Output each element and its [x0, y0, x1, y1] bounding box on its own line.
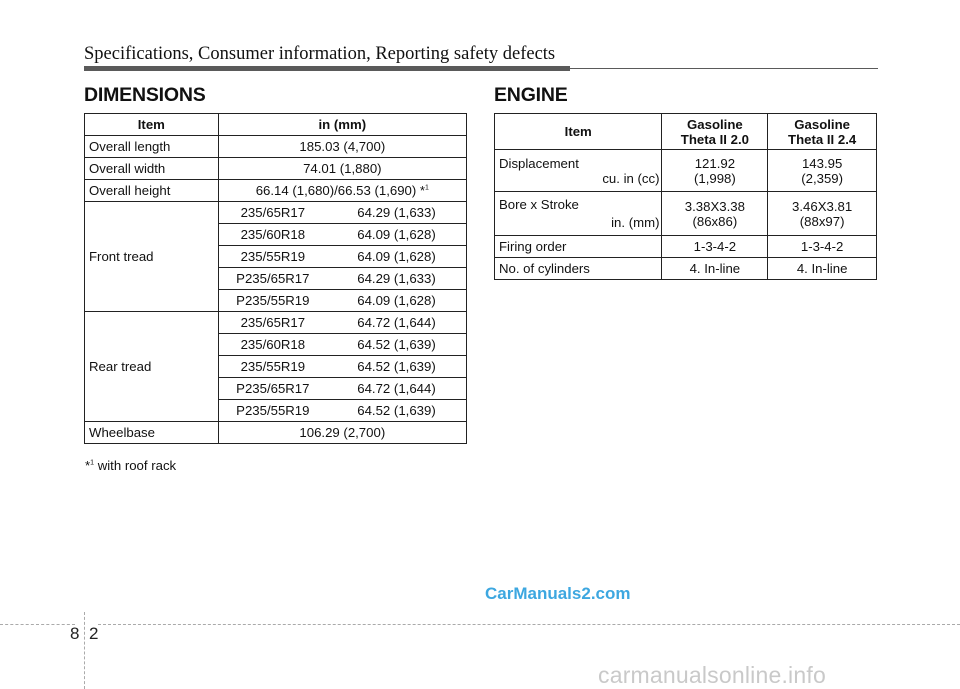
footnote-asterisk: * — [85, 458, 91, 473]
tire-size: 235/65R17 — [218, 312, 327, 334]
tread-value: 64.52 (1,639) — [327, 400, 467, 422]
row-value: 1-3-4-2 — [662, 236, 768, 258]
tread-value: 64.52 (1,639) — [327, 356, 467, 378]
tire-size: 235/65R17 — [218, 202, 327, 224]
page-number-left: 8 — [70, 624, 80, 643]
row-value — [662, 192, 768, 236]
tire-size: P235/55R19 — [218, 290, 327, 312]
header-bar — [84, 66, 570, 71]
row-label: Firing order — [495, 236, 662, 258]
row-label: No. of cylinders — [495, 258, 662, 280]
height-value: 66.14 (1,680)/66.53 (1,690) * — [255, 183, 426, 198]
col-header-unit: in (mm) — [218, 114, 466, 136]
header-rule — [570, 68, 878, 69]
tire-size: P235/55R19 — [218, 400, 327, 422]
tread-value: 64.29 (1,633) — [327, 202, 467, 224]
tread-value: 64.09 (1,628) — [327, 290, 467, 312]
row-value — [768, 192, 877, 236]
tire-size: 235/60R18 — [218, 334, 327, 356]
col-header-item: Item — [85, 114, 219, 136]
table-row — [85, 202, 467, 224]
table-row — [85, 180, 467, 202]
engine-table — [494, 113, 877, 280]
row-unit: in. (mm) — [611, 215, 660, 230]
row-label: Rear tread — [85, 312, 219, 422]
engine-title: ENGINE — [494, 84, 568, 106]
value-line: (86x86) — [692, 213, 738, 229]
table-row — [85, 422, 467, 444]
table-row — [85, 312, 467, 334]
footer-divider — [84, 612, 85, 689]
row-value: 4. In-line — [662, 258, 768, 280]
row-value: 1-3-4-2 — [768, 236, 877, 258]
table-row — [85, 136, 467, 158]
row-label-text: Displacement — [499, 155, 579, 171]
tire-size: 235/60R18 — [218, 224, 327, 246]
tire-size: P235/65R17 — [218, 268, 327, 290]
watermark-link[interactable]: CarManuals2.com — [485, 584, 631, 603]
row-value: 185.03 (4,700) — [218, 136, 466, 158]
tread-value: 64.09 (1,628) — [327, 224, 467, 246]
footer-rule-right — [98, 624, 960, 625]
tire-size: 235/55R19 — [218, 246, 327, 268]
row-label-text: Bore x Stroke — [499, 197, 579, 212]
row-label: Overall length — [85, 136, 219, 158]
tread-value: 64.09 (1,628) — [327, 246, 467, 268]
dimensions-table — [84, 113, 467, 444]
col-header-line: Gasoline — [794, 116, 850, 132]
table-row — [495, 192, 877, 236]
footnote-mark: 1 — [425, 184, 429, 192]
value-line: 143.95 — [801, 155, 843, 171]
row-label — [495, 150, 662, 192]
tread-value: 64.72 (1,644) — [327, 378, 467, 400]
table-row — [495, 258, 877, 280]
col-header-theta20 — [662, 114, 768, 150]
footnote-number: 1 — [90, 459, 95, 467]
table-row — [85, 114, 467, 136]
value-line: 121.92 — [694, 155, 736, 171]
row-value: 106.29 (2,700) — [218, 422, 466, 444]
tread-value: 64.29 (1,633) — [327, 268, 467, 290]
footnote — [85, 458, 176, 473]
col-header-item: Item — [495, 114, 662, 150]
col-header-theta24 — [768, 114, 877, 150]
row-label: Front tread — [85, 202, 219, 312]
row-unit: cu. in (cc) — [602, 170, 660, 186]
footer-rule-left — [0, 624, 75, 625]
page-header: Specifications, Consumer information, Reporting safety defects — [84, 44, 556, 64]
value-line: (88x97) — [799, 213, 845, 229]
row-value — [218, 180, 466, 202]
tire-size: 235/55R19 — [218, 356, 327, 378]
tread-value: 64.72 (1,644) — [327, 312, 467, 334]
table-row — [495, 150, 877, 192]
value-line: (2,359) — [801, 170, 844, 186]
col-header-line: Theta II 2.4 — [788, 131, 857, 147]
dimensions-title: DIMENSIONS — [84, 84, 206, 106]
table-row — [495, 114, 877, 150]
row-value: 4. In-line — [768, 258, 877, 280]
col-header-line: Gasoline — [687, 116, 743, 132]
row-value: 74.01 (1,880) — [218, 158, 466, 180]
row-label: Wheelbase — [85, 422, 219, 444]
tire-size: P235/65R17 — [218, 378, 327, 400]
row-value — [768, 150, 877, 192]
row-label: Overall height — [85, 180, 219, 202]
value-line: (1,998) — [693, 170, 736, 186]
watermark-text: carmanualsonline.info — [598, 662, 826, 688]
table-row — [85, 158, 467, 180]
page-number-right: 2 — [89, 624, 99, 643]
value-line: 3.38X3.38 — [684, 198, 745, 214]
table-row — [495, 236, 877, 258]
footnote-text: with roof rack — [94, 458, 177, 473]
col-header-line: Theta II 2.0 — [680, 131, 749, 147]
row-label: Overall width — [85, 158, 219, 180]
value-line: 3.46X3.81 — [792, 198, 853, 214]
row-label — [495, 192, 662, 236]
tread-value: 64.52 (1,639) — [327, 334, 467, 356]
row-value — [662, 150, 768, 192]
